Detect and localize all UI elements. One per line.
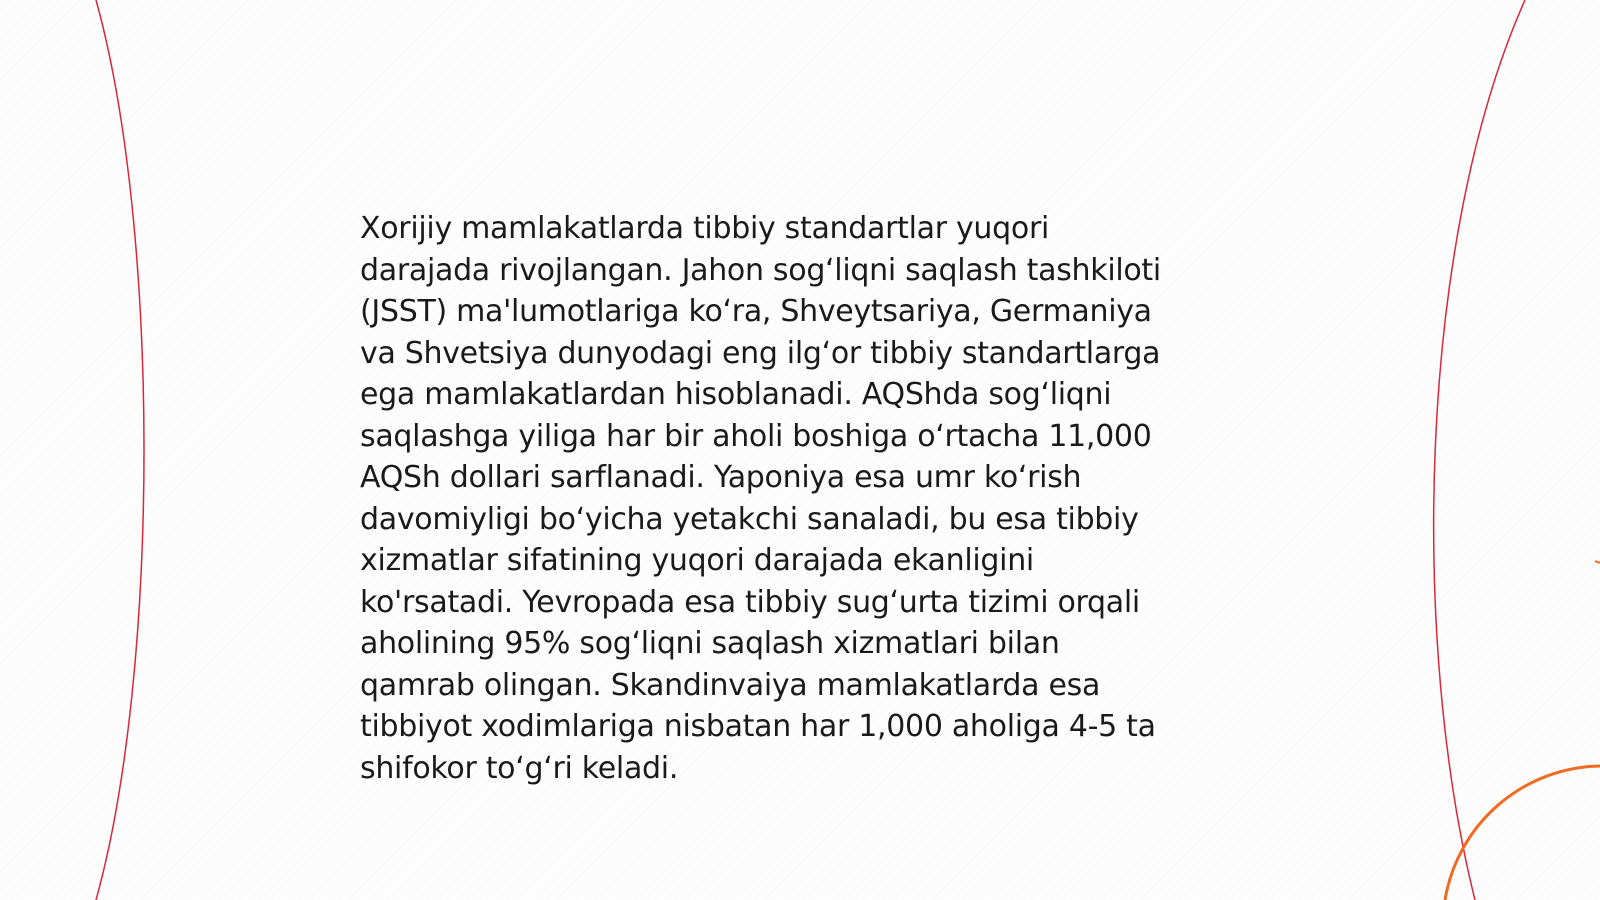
- left-curve-line: [96, 0, 144, 900]
- right-curve-line: [1434, 0, 1525, 900]
- orange-arc: [1445, 766, 1600, 900]
- body-paragraph: Xorijiy mamlakatlarda tibbiy standartlar yuqori darajada rivojlangan. Jahon sog‘liqni saqlash tashkiloti (JSST) ma'lumotlariga ko‘ra, Shveytsariya, Germaniya va Shvetsiya dunyodagi eng ilg‘or tibbiy standartlarga ega mamlakatlardan hisoblanadi. AQShda sog‘liqni saqlashga yiliga har bir aholi boshiga o‘rtacha 11,000 AQSh dollari sarflanadi. Yaponiya esa umr ko‘rish davomiyligi bo‘yicha yetakchi sanaladi, bu esa tibbiy xizmatlar sifatining yuqori darajada ekanligini ko'rsatadi. Yevropada esa tibbiy sug‘urta tizimi orqali aholining 95% sog‘liqni saqlash xizmatlari bilan qamrab olingan. Skandinvaiya mamlakatlarda esa tibbiyot xodimlariga nisbatan har 1,000 aholiga 4-5 ta shifokor to‘g‘ri keladi.: [360, 211, 1161, 786]
- orange-tick: [1595, 561, 1600, 563]
